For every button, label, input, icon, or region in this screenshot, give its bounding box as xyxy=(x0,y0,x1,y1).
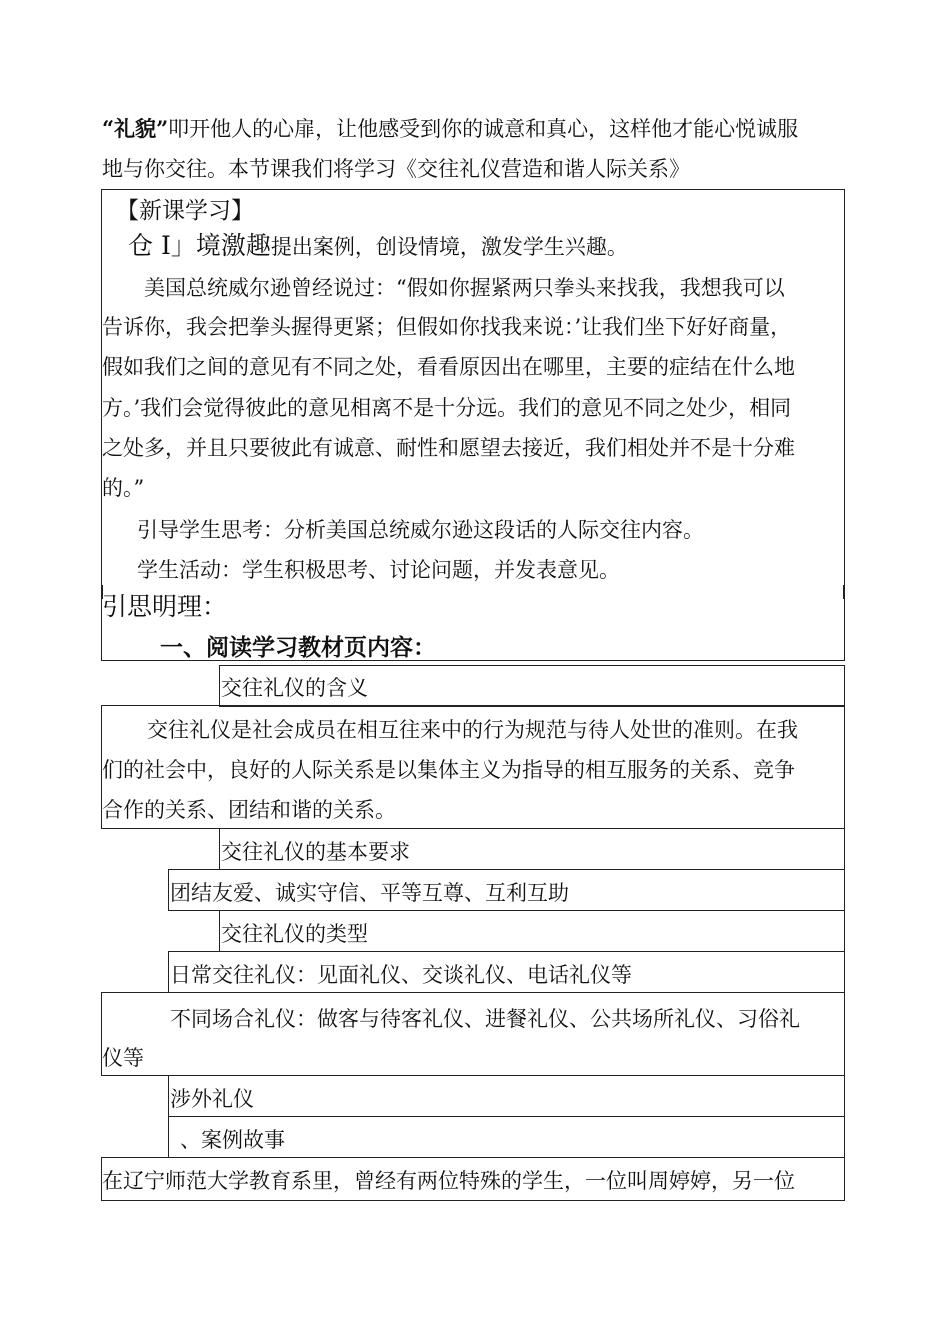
scenario-heading-rest: 提出案例，创设情境，激发学生兴趣。 xyxy=(270,235,628,259)
quote-line-2: 告诉你，我会把拳头握得更紧；但假如你找我来说：’让我们坐下好好商量， xyxy=(102,315,792,339)
reasoning-heading: 引思明理： xyxy=(102,592,228,621)
quote-line-4: 方。’我们会觉得彼此的意见相离不是十分远。我们的意见不同之处少，相同 xyxy=(102,396,792,420)
types-title: 交往礼仪的类型 xyxy=(221,922,368,946)
requirements-title: 交往礼仪的基本要求 xyxy=(221,840,410,864)
meaning-line-3: 合作的关系、团结和谐的关系。 xyxy=(102,798,396,822)
scenario-heading-main: 仓 I」境激趣 xyxy=(128,231,271,260)
requirements-text: 团结友爱、诚实守信、平等互尊、互利互助 xyxy=(170,881,569,905)
quote-line-3: 假如我们之间的意见有不同之处，看看原因出在哪里，主要的症结在什么地 xyxy=(102,355,795,379)
intro-line-2: 地与你交往。本节课我们将学习《交往礼仪营造和谐人际关系》 xyxy=(102,157,690,181)
case-title: 、案例故事 xyxy=(180,1128,285,1152)
activity-text: 学生活动：学生积极思考、讨论问题，并发表意见。 xyxy=(137,558,620,582)
guide-text: 引导学生思考：分析美国总统威尔逊这段话的人际交往内容。 xyxy=(137,518,704,542)
foreign-box xyxy=(168,1075,845,1117)
types-occasion-line-2: 仪等 xyxy=(102,1046,144,1070)
intro-line-1-rest: 叩开他人的心扉，让他感受到你的诚意和真心，这样他才能心悦诚服 xyxy=(168,117,799,141)
quote-line-1: 美国总统威尔逊曾经说过：“假如你握紧两只拳头来找我，我想我可以 xyxy=(144,276,785,300)
foreign-text: 涉外礼仪 xyxy=(170,1087,254,1111)
new-lesson-heading: 【新课学习】 xyxy=(116,198,254,224)
meaning-line-2: 们的社会中，良好的人际关系是以集体主义为指导的相互服务的关系、竞争 xyxy=(102,758,795,782)
reading-heading: 一、阅读学习教材页内容： xyxy=(160,634,436,661)
scenario-heading xyxy=(128,231,628,262)
quote-line-6: 的。” xyxy=(102,476,145,500)
intro-quote-politeness: “礼貌” xyxy=(102,116,169,141)
types-daily-text: 日常交往礼仪：见面礼仪、交谈礼仪、电话礼仪等 xyxy=(170,963,632,987)
tick-mark-right xyxy=(843,585,845,599)
quote-line-5: 之处多，并且只要彼此有诚意、耐性和愿望去接近，我们相处并不是十分难 xyxy=(102,436,795,460)
meaning-line-1: 交往礼仪是社会成员在相互往来中的行为规范与待人处世的准则。在我 xyxy=(147,718,798,742)
case-text: 在辽宁师范大学教育系里，曾经有两位特殊的学生，一位叫周婷婷，另一位 xyxy=(102,1169,795,1193)
intro-line-1 xyxy=(102,114,798,144)
meaning-title: 交往礼仪的含义 xyxy=(221,676,368,700)
types-occasion-line-1: 不同场合礼仪：做客与待客礼仪、进餐礼仪、公共场所礼仪、习俗礼 xyxy=(170,1007,800,1031)
